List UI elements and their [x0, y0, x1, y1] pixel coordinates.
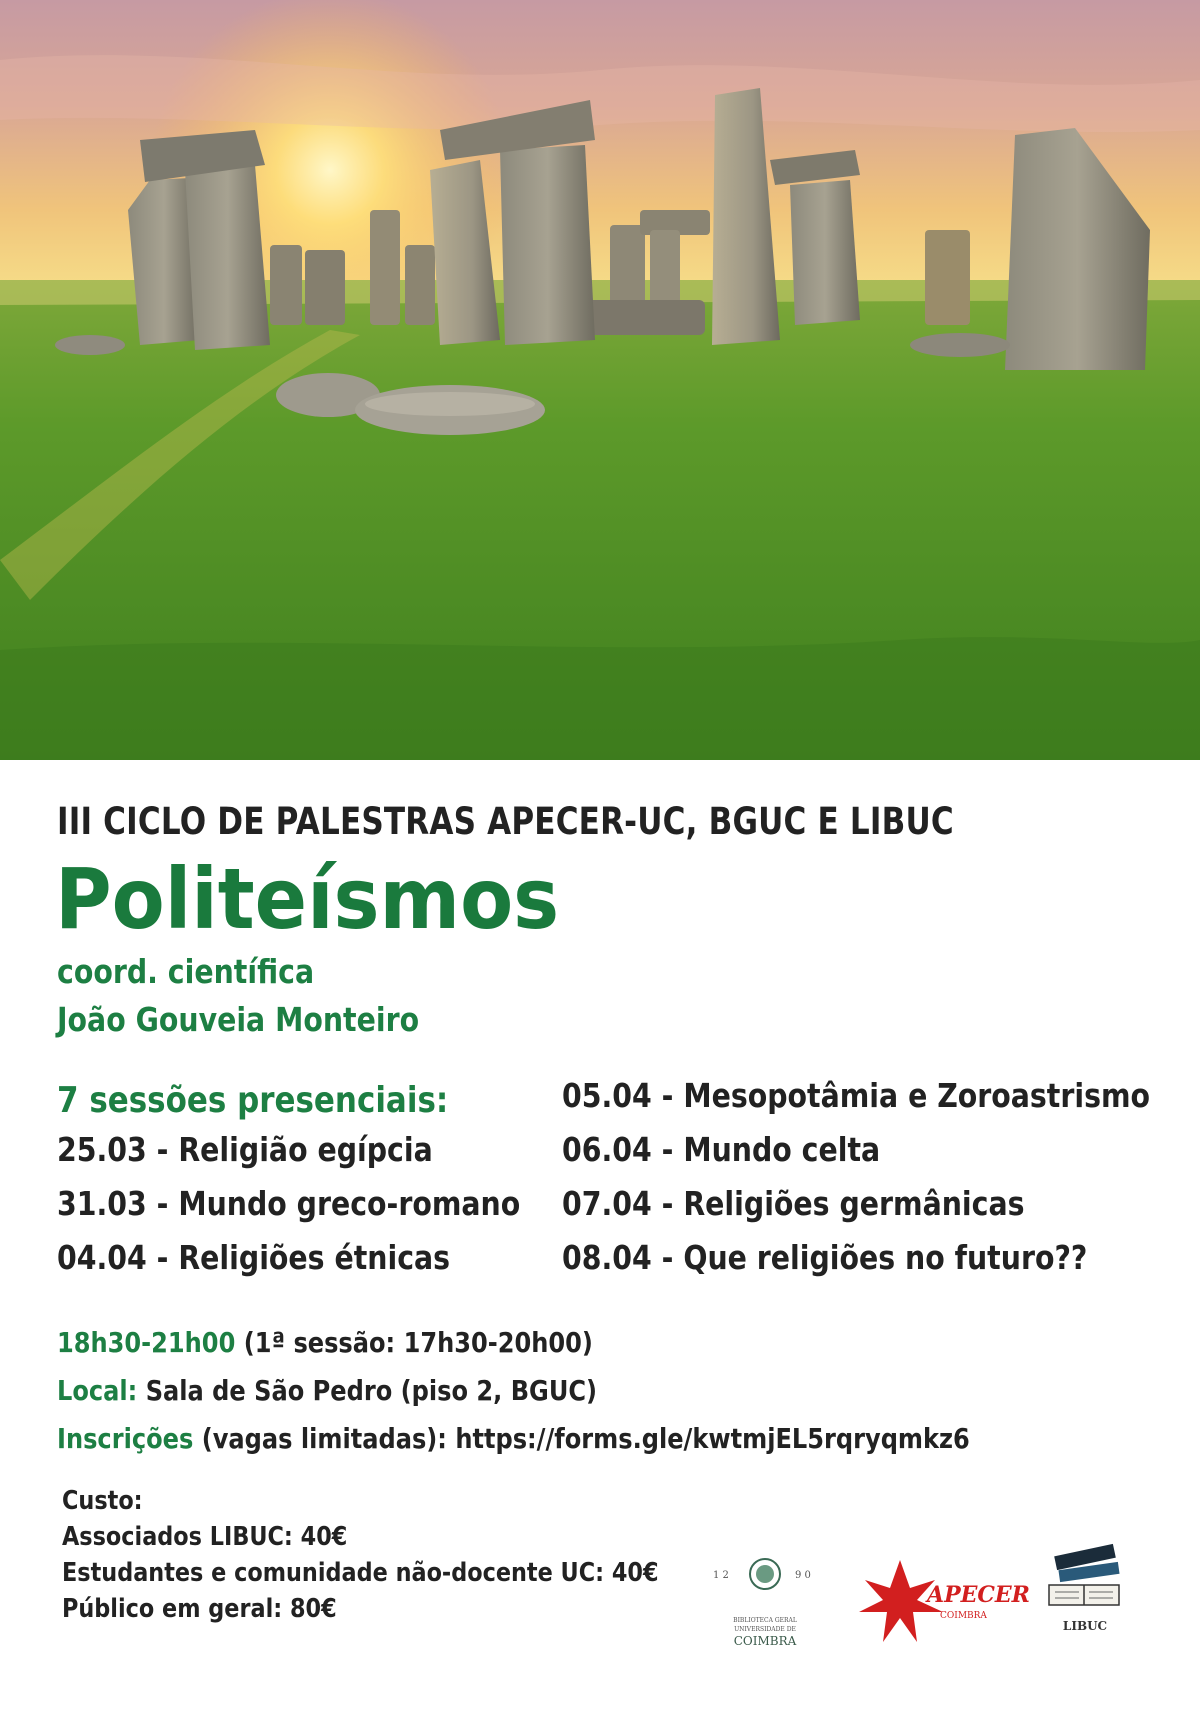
- session-topic: Mundo greco-romano: [178, 1184, 521, 1223]
- session-date: 08.04: [562, 1238, 652, 1277]
- event-details: [0, 760, 1200, 1709]
- session-item: 08.04 - Que religiões no futuro??: [562, 1238, 1088, 1277]
- session-item: 05.04 - Mesopotâmia e Zoroastrismo: [562, 1076, 1151, 1115]
- session-item: 31.03 - Mundo greco-romano: [57, 1184, 521, 1223]
- bguc-line2: UNIVERSIDADE DE: [734, 1626, 796, 1633]
- bguc-line3: COIMBRA: [733, 1634, 797, 1648]
- bguc-year-right: 9 0: [795, 1570, 811, 1581]
- session-date: 07.04: [562, 1184, 652, 1223]
- session-item: 04.04 - Religiões étnicas: [57, 1238, 451, 1277]
- session-date: 31.03: [57, 1184, 147, 1223]
- schedule-time: 18h30-21h00: [57, 1326, 236, 1359]
- cost-line: Associados LIBUC: 40€: [62, 1522, 348, 1552]
- sessions-heading: 7 sessões presenciais:: [57, 1080, 449, 1121]
- session-topic: Que religiões no futuro??: [683, 1238, 1088, 1277]
- cost-heading: Custo:: [62, 1486, 143, 1516]
- cost-line: Público em geral: 80€: [62, 1594, 337, 1624]
- session-topic: Religiões étnicas: [178, 1238, 451, 1277]
- libuc-logo: [1035, 1530, 1145, 1650]
- bguc-line1: BIBLIOTECA GERAL: [733, 1617, 797, 1624]
- bguc-year-left: 1 2: [713, 1570, 729, 1581]
- apecer-logo: [855, 1550, 1030, 1660]
- registration-link[interactable]: (vagas limitadas): https://forms.gle/kwtmjEL5rqryqmkz6: [201, 1422, 970, 1455]
- registration-line: [57, 1422, 970, 1455]
- hero-photo: [0, 0, 1200, 760]
- session-date: 04.04: [57, 1238, 147, 1277]
- series-title: III CICLO DE PALESTRAS APECER-UC, BGUC E LIBUC: [57, 800, 954, 843]
- schedule-line: [57, 1326, 593, 1359]
- session-date: 06.04: [562, 1130, 652, 1169]
- location-label: Local:: [57, 1374, 138, 1407]
- session-item: 06.04 - Mundo celta: [562, 1130, 881, 1169]
- registration-label: Inscrições: [57, 1422, 194, 1455]
- session-item: 25.03 - Religião egípcia: [57, 1130, 433, 1169]
- session-topic: Mundo celta: [683, 1130, 881, 1169]
- schedule-note: (1ª sessão: 17h30-20h00): [243, 1326, 593, 1359]
- stonehenge-illustration: [0, 0, 1200, 760]
- apecer-sub: COIMBRA: [940, 1611, 987, 1621]
- coord-label: coord. científica: [57, 952, 315, 991]
- session-date: 25.03: [57, 1130, 147, 1169]
- main-title: Politeísmos: [55, 850, 560, 948]
- bguc-logo: [705, 1550, 825, 1670]
- session-item: 07.04 - Religiões germânicas: [562, 1184, 1025, 1223]
- session-date: 05.04: [562, 1076, 652, 1115]
- session-topic: Mesopotâmia e Zoroastrismo: [683, 1076, 1151, 1115]
- apecer-name: APECER: [927, 1582, 1030, 1608]
- session-topic: Religiões germânicas: [683, 1184, 1025, 1223]
- coord-name: João Gouveia Monteiro: [57, 1000, 420, 1039]
- libuc-name: LIBUC: [1062, 1619, 1108, 1633]
- location-line: [57, 1374, 597, 1407]
- cost-line: Estudantes e comunidade não-docente UC: 40€: [62, 1558, 659, 1588]
- location-value: Sala de São Pedro (piso 2, BGUC): [145, 1374, 598, 1407]
- session-topic: Religião egípcia: [178, 1130, 433, 1169]
